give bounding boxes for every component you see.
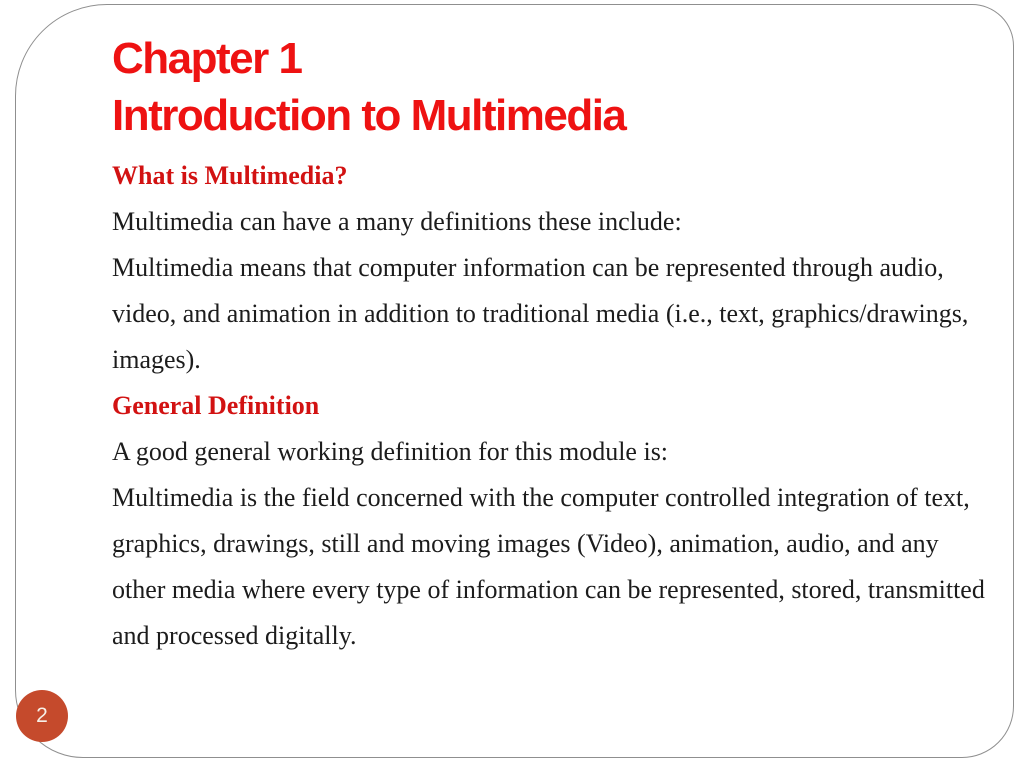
page-number: 2 <box>36 704 48 727</box>
section-heading-general-definition: General Definition <box>112 391 320 420</box>
slide-title-line2: Introduction to Multimedia <box>112 91 626 140</box>
page-number-badge <box>16 690 68 742</box>
slide-title <box>112 30 972 144</box>
body-paragraph: Multimedia is the field concerned with the computer controlled integration of text, graphics, drawings, still and moving images (Video), animation, audio, and any other media where every type of information can be represented, stored, transmitted and processed digitally. <box>112 483 985 650</box>
body-paragraph: A good general working definition for this module is: <box>112 437 669 466</box>
section-heading-what-is-multimedia: What is Multimedia? <box>112 161 348 190</box>
slide-title-line1: Chapter 1 <box>112 34 302 83</box>
body-paragraph: Multimedia means that computer information can be represented through audio, video, and animation in addition to traditional media (i.e., text, graphics/drawings, images). <box>112 253 969 374</box>
slide-body <box>112 153 990 659</box>
body-paragraph: Multimedia can have a many definitions these include: <box>112 207 682 236</box>
